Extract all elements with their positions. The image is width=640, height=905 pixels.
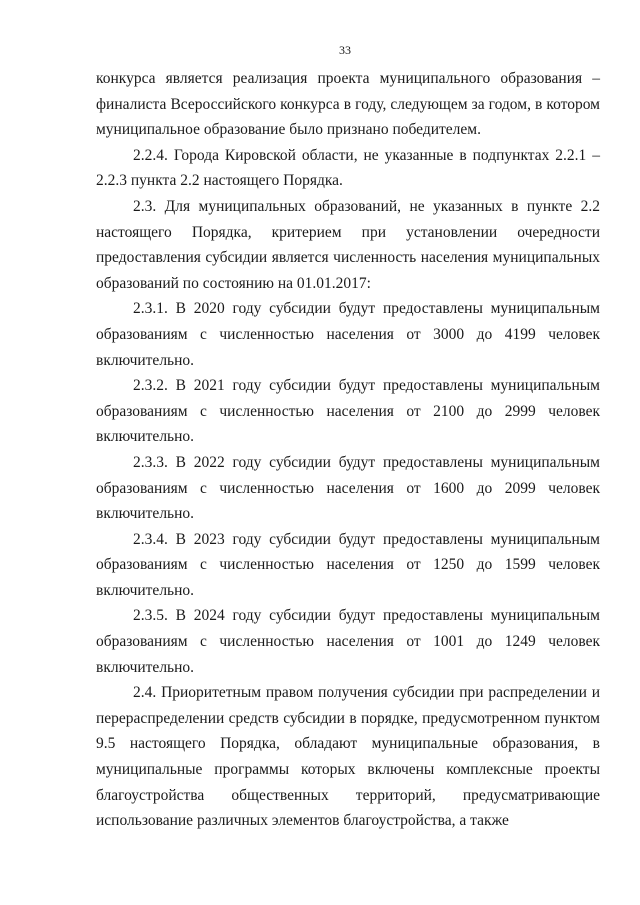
- document-body: [96, 66, 600, 834]
- paragraph-2-3-2: 2.3.2. В 2021 году субсидии будут предоставлены муниципальным образованиям с численностью населения от 2100 до 2999 человек включительно.: [96, 377, 600, 446]
- paragraph-2-3-5: 2.3.5. В 2024 году субсидии будут предоставлены муниципальным образованиям с численностью населения от 1001 до 1249 человек включительно.: [96, 607, 600, 676]
- paragraph-2-3: 2.3. Для муниципальных образований, не указанных в пункте 2.2 настоящего Порядка, критерием при установлении очередности предоставления субсидии является численность населения муниципальных образований по состоянию на 01.01.2017:: [96, 197, 600, 292]
- page-number: 33: [339, 43, 351, 57]
- paragraph-continuation: конкурса является реализация проекта муниципального образования – финалиста Всероссийского конкурса в году, следующем за годом, в котором муниципальное образование было признано победителем.: [96, 70, 600, 139]
- paragraph-2-4: 2.4. Приоритетным правом получения субсидии при распределении и перераспределении средств субсидии в порядке, предусмотренном пунктом 9.5 настоящего Порядка, обладают муниципальные образования, в муниципальные программы которых включены комплексные проекты благоустройства общественных территорий, предусматривающие использование различных элементов благоустройства, а также: [96, 684, 600, 830]
- paragraph-2-3-1: 2.3.1. В 2020 году субсидии будут предоставлены муниципальным образованиям с численностью населения от 3000 до 4199 человек включительно.: [96, 300, 600, 369]
- paragraph-2-3-4: 2.3.4. В 2023 году субсидии будут предоставлены муниципальным образованиям с численностью населения от 1250 до 1599 человек включительно.: [96, 530, 600, 599]
- paragraph-2-3-3: 2.3.3. В 2022 году субсидии будут предоставлены муниципальным образованиям с численностью населения от 1600 до 2099 человек включительно.: [96, 453, 600, 523]
- paragraph-2-2-4: 2.2.4. Города Кировской области, не указанные в подпунктах 2.2.1 – 2.2.3 пункта 2.2 настоящего Порядка.: [96, 146, 600, 190]
